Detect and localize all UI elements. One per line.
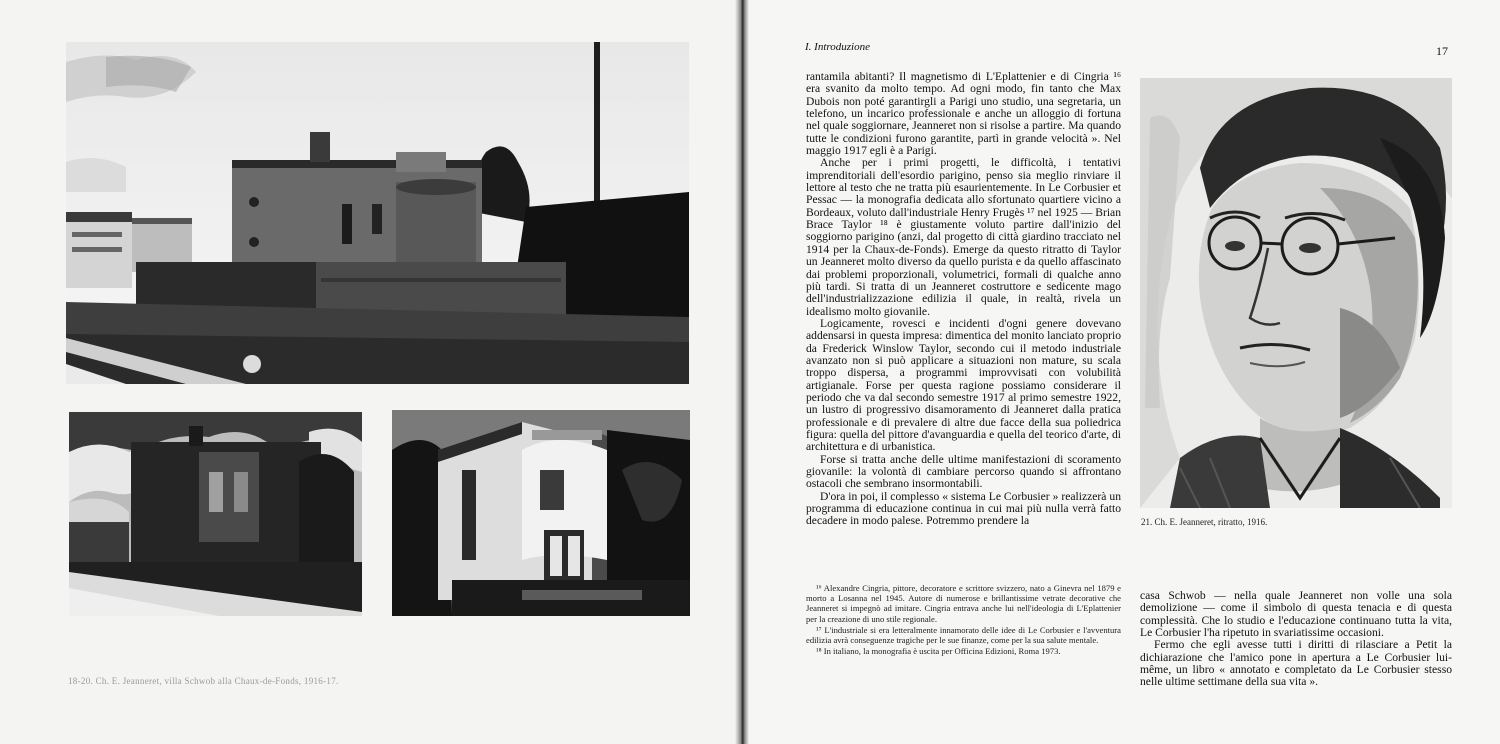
footnotes	[806, 583, 1121, 657]
footnote: ¹⁸ In italiano, la monografia è uscita per Officina Edizioni, Roma 1973.	[816, 646, 1061, 657]
body-paragraph: Anche per i primi progetti, le difficoltà, i tentativi imprenditoriali dell'esordio parigino, penso sia meglio rinviare il lettore al testo che ne tratta più esaurientemente. In Le Corbusier et Pessac — la monografia dedicata allo sfortunato quartiere vicino a Bordeaux, voluto dall'industriale Henry Frugès ¹⁷ nel 1925 — Brian Brace Taylor ¹⁸ è giustamente voluto partire dall'inizio del soggiorno parigino (anzi, dal progetto di città giardino tracciato nel 1914 per la Chaux-de-Fonds). Emerge da questo ritratto di Taylor un Jeanneret molto diverso da quello purista e da quello affascinato dai problemi proporzionali, volumetrici, formali di qualche anno più tardi. Si tratta di un Jeanneret costruttore e sedicente mago dell'industrializzazione edilizia il quale, in realtà, rivela un idealismo molto giovanile.	[806, 156, 1121, 318]
continuation-text-column	[1140, 590, 1452, 689]
photo-caption: 18-20. Ch. E. Jeanneret, villa Schwob alla Chaux-de-Fonds, 1916-17.	[68, 676, 339, 686]
main-text-column	[806, 71, 1121, 528]
body-paragraph: Logicamente, rovesci e incidenti d'ogni genere dovevano addensarsi in questa impresa: dimentica del monito lanciato proprio da Frederick Winslow Taylor, secondo cui il metodo industriale avanzato non si può applicare a situazioni non mature, su scala troppo dispersa, a programmi improvvisati con volubilità artigianale. Forse per questa ragione possiamo considerare il periodo che va dal secondo semestre 1917 al primo semestre 1922, un lustro di progressivo disamoramento di Jeanneret dalla pratica professionale e di prevalere di altre due facce della sua poliedrica figura: quella del pittore d'avanguardia e quella del teorico d'arte, di architettura e di urbanistica.	[806, 316, 1121, 454]
body-paragraph: Fermo che egli avesse tutti i diritti di rilasciare a Petit la dichiarazione che l'amico pone in apertura a Le Corbusier lui-même, un libro « annotato e completato da Le Corbusier stesso nelle ultime settimane della sua vita ».	[1140, 638, 1452, 689]
villa-side-photo	[69, 412, 362, 616]
body-paragraph: casa Schwob — nella quale Jeanneret non volle una sola demolizione — come il simbolo di questa tenacia e di questa complessità. Che lo studio e l'educazione continuano tutta la vita, Le Corbusier l'ha ripetuto in svariatissime occasioni.	[1140, 589, 1452, 640]
running-head: I. Introduzione	[805, 41, 870, 53]
body-paragraph: D'ora in poi, il complesso « sistema Le Corbusier » realizzerà un programma di educazione continua in cui mai più nulla verrà fatto decadere in modo palese. Potremmo prendere la	[806, 489, 1121, 528]
book-gutter	[735, 0, 749, 744]
body-paragraph: rantamila abitanti? Il magnetismo di L'Eplattenier e di Cingria ¹⁶ era svanito da molto tempo. Ad ogni modo, fin tanto che Max Dubois non poté garantirgli a Parigi uno studio, una segretaria, un telefono, un incarico professionale e anche un alloggio di fortuna nel quale soggiornare, Jeanneret non si risolse a partire. Ma quando tutte le condizioni furono garantite, partì in grande velocità ». Nel maggio 1917 egli è a Parigi.	[806, 70, 1121, 158]
body-paragraph: Forse si tratta anche delle ultime manifestazioni di scoramento giovanile: la volontà di cambiare percorso quando si affrontano ostacoli che sembrano insormontabili.	[806, 452, 1121, 491]
footnote: ¹⁶ Alexandre Cingria, pittore, decoratore e scrittore svizzero, nato a Ginevra nel 1879 e morto a Losanna nel 1945. Autore di numerose e brillantissime vetrate decorative che Jeanneret si impegnò ad imitare. Cingria entrava anche lui nell'ideologia di L'Eplattenier per la creazione di uno stile regionale.	[806, 583, 1121, 624]
left-page	[0, 0, 740, 744]
portrait-caption: 21. Ch. E. Jeanneret, ritratto, 1916.	[1141, 517, 1268, 527]
jeanneret-portrait	[1140, 78, 1452, 508]
page-number: 17	[1436, 44, 1448, 58]
villa-detail-photo	[392, 410, 690, 616]
footnote: ¹⁷ L'industriale si era letteralmente innamorato delle idee di Le Corbusier e l'avventura edilizia avrà conseguenze tragiche per le sue finanze, come per la sua salute mentale.	[806, 624, 1121, 646]
villa-main-photo	[66, 42, 689, 384]
